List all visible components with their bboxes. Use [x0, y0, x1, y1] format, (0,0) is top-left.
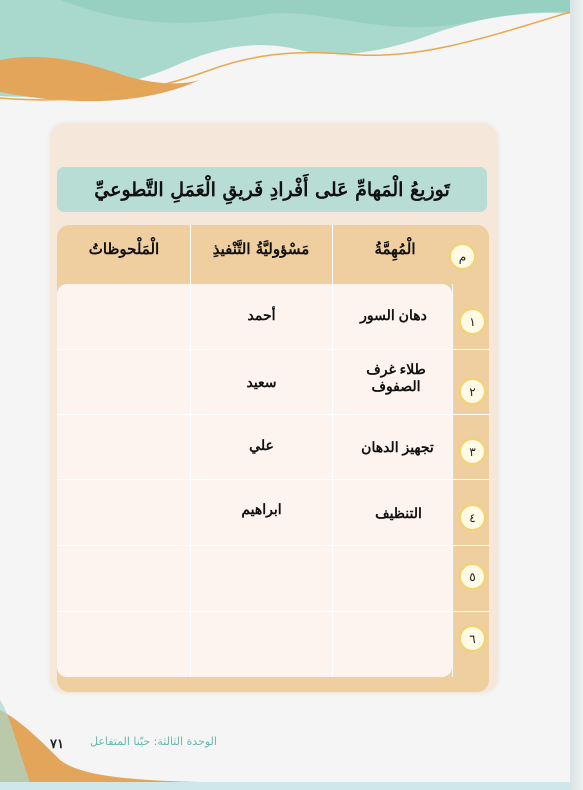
row-number-badge: ٦ — [459, 625, 486, 652]
responsibility-cell: ابراهيم — [241, 501, 282, 517]
row-divider — [57, 414, 489, 415]
header-num-badge: م — [449, 243, 476, 270]
responsibility-cell: علي — [249, 437, 274, 453]
task-cell: دهان السور — [360, 307, 427, 323]
column-divider — [332, 225, 333, 677]
bottom-wave-decoration — [0, 700, 570, 782]
row-number-badge: ٥ — [459, 563, 486, 590]
page-title: تَوزيعُ الْمَهامِّ عَلى أَفْرادِ فَريقِ الْعَمَلِ التَّطوعيِّ — [57, 167, 487, 212]
responsibility-cell: سعيد — [246, 374, 277, 390]
unit-title: الوحدة الثالثة: حيّنا المتفاعل — [90, 735, 217, 748]
column-divider — [190, 225, 191, 677]
row-number-badge: ٣ — [459, 438, 486, 465]
page-number: ٧١ — [50, 737, 64, 752]
task-cell: التنظيف — [375, 505, 422, 521]
responsibility-cell: أحمد — [247, 307, 276, 323]
column-divider — [452, 284, 453, 677]
row-number-badge: ٢ — [459, 378, 486, 405]
task-cell: طلاء غرف الصفوف — [366, 361, 426, 394]
row-divider — [57, 479, 489, 480]
top-wave-decoration — [0, 0, 570, 130]
row-number-badge: ٤ — [459, 504, 486, 531]
header-responsibility: مَسْؤوليَّةُ التَّنْفيذِ — [212, 240, 310, 258]
row-number-badge: ١ — [459, 308, 486, 335]
header-notes: الْمَلْحوظاتُ — [88, 240, 160, 258]
table-body — [57, 284, 452, 677]
task-cell: تجهيز الدهان — [361, 439, 434, 455]
row-divider — [57, 545, 489, 546]
page-gutter — [570, 0, 583, 790]
row-divider — [57, 611, 489, 612]
header-task: الْمُهِمَّةُ — [374, 240, 416, 258]
row-divider — [57, 349, 489, 350]
